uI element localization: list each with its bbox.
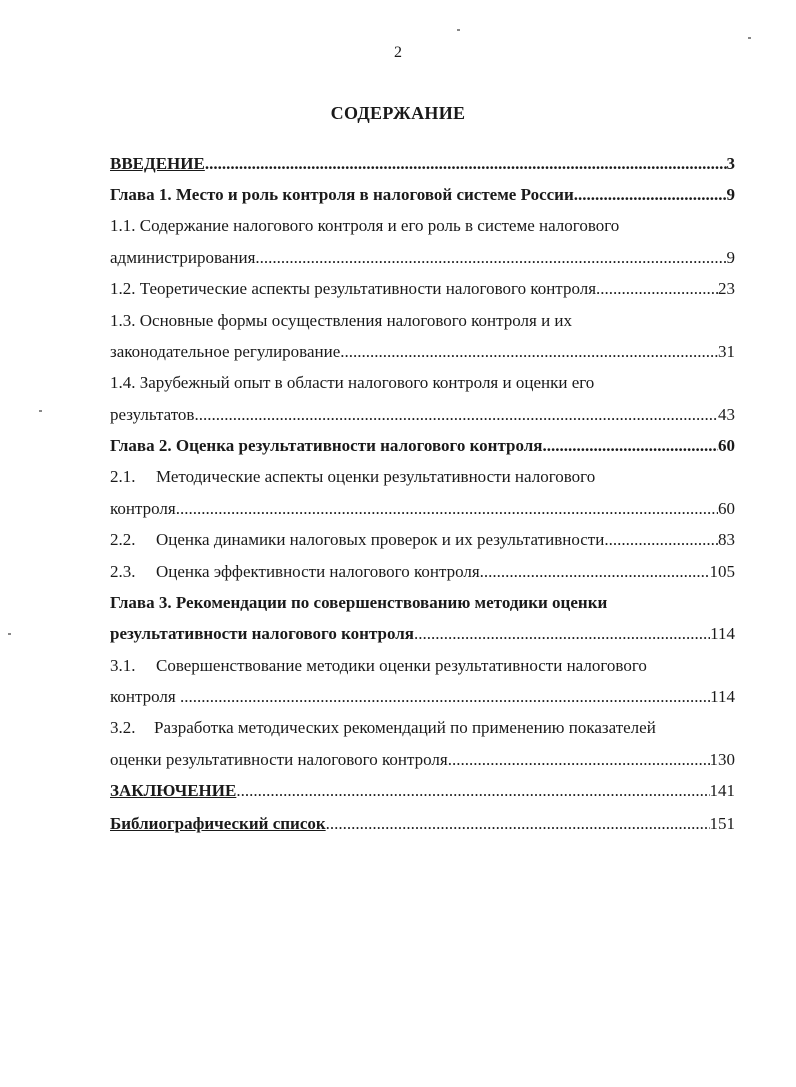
toc-entry-3-2-line1: 3.2. Разработка методических рекомендаций по применению показателей: [110, 718, 656, 737]
toc-entry-chapter-3[interactable]: результативности налогового контроля ..... 114: [110, 623, 735, 645]
toc-entry-2-1-line1: 2.1. Методические аспекты оценки результативности налогового: [110, 467, 596, 486]
toc-entry-1-4[interactable]: результатов ..... 43: [110, 404, 735, 426]
scan-speck: [748, 37, 751, 39]
toc-entry-3-1-line1: 3.1. Совершенствование методики оценки результативности налогового: [110, 656, 647, 675]
page-number: 2: [394, 44, 402, 61]
toc-entry-3-1[interactable]: контроля ..... 114: [110, 686, 735, 708]
scan-speck: [8, 633, 11, 635]
toc-entry-intro[interactable]: ВВЕДЕНИЕ ..... 3: [110, 153, 735, 175]
toc-entry-1-1[interactable]: администрирования ..... 9: [110, 247, 735, 269]
toc-entry-2-2[interactable]: 2.2. Оценка динамики налоговых проверок и их результативности ..... 83: [110, 529, 735, 551]
toc-entry-1-4-line1: 1.4. Зарубежный опыт в области налогового контроля и оценки его: [110, 373, 595, 392]
toc-entry-conclusion[interactable]: ЗАКЛЮЧЕНИЕ ..... 141: [110, 780, 735, 802]
toc-entry-1-1-line1: 1.1. Содержание налогового контроля и его роль в системе налогового: [110, 216, 620, 235]
toc-entry-2-1[interactable]: контроля ..... 60: [110, 498, 735, 520]
toc-entry-1-2[interactable]: 1.2. Теоретические аспекты результативности налогового контроля ..... 23: [110, 278, 735, 300]
toc-entry-1-3[interactable]: законодательное регулирование ..... 31: [110, 341, 735, 363]
toc-entry-2-3[interactable]: 2.3. Оценка эффективности налогового контроля ..... 105: [110, 561, 735, 583]
toc-entry-chapter-3-line1: Глава 3. Рекомендации по совершенствованию методики оценки: [110, 593, 608, 612]
scan-speck: [39, 410, 42, 412]
toc-entry-bibliography[interactable]: Библиографический список ..... 151: [110, 813, 735, 835]
toc-entry-3-2[interactable]: оценки результативности налогового контроля ..... 130: [110, 749, 735, 771]
scan-speck: [457, 29, 460, 31]
toc-title: СОДЕРЖАНИЕ: [330, 103, 466, 123]
toc-entry-chapter-2[interactable]: Глава 2. Оценка результативности налогового контроля ..... 60: [110, 435, 735, 457]
toc-entry-chapter-1[interactable]: Глава 1. Место и роль контроля в налоговой системе России ..... 9: [110, 184, 735, 206]
toc-entry-1-3-line1: 1.3. Основные формы осуществления налогового контроля и их: [110, 311, 573, 330]
